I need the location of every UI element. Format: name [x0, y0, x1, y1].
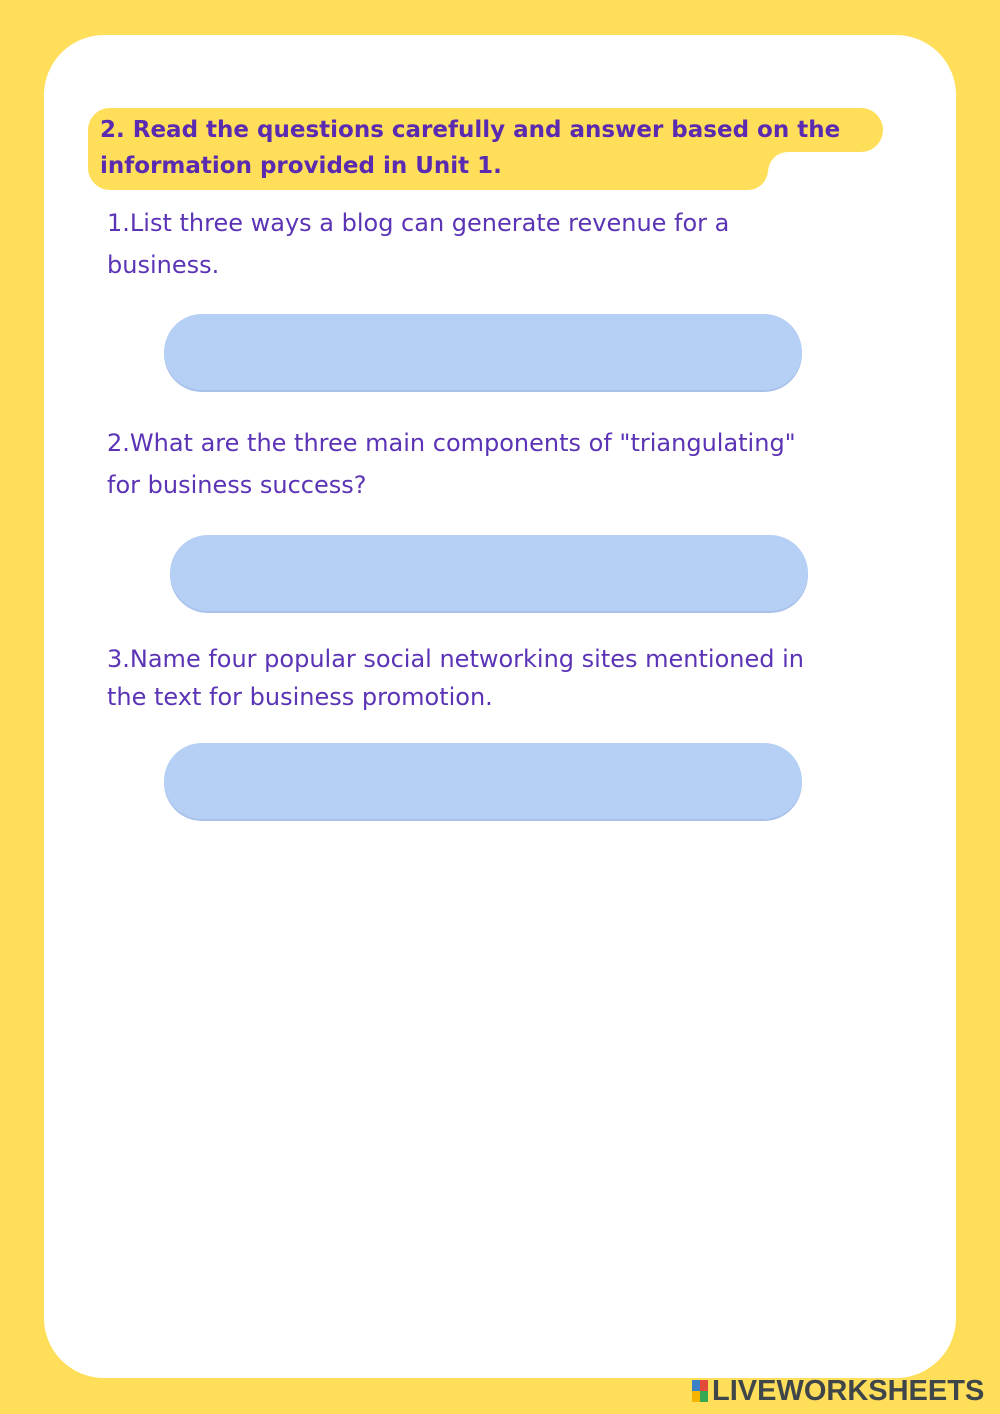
- question-1: 1.List three ways a blog can generate revenue for a business.: [107, 209, 730, 279]
- answer-input-3[interactable]: [164, 743, 802, 819]
- answer-input-2[interactable]: [170, 535, 808, 611]
- logo-icon: [692, 1380, 708, 1402]
- question-3: 3.Name four popular social networking sites mentioned in the text for business promotion.: [107, 645, 804, 711]
- question-2: 2.What are the three main components of "triangulating" for business success?: [107, 429, 796, 499]
- logo-text: LIVEWORKSHEETS: [712, 1374, 985, 1407]
- answer-input-1[interactable]: [164, 314, 802, 390]
- instruction-text: 2. Read the questions carefully and answer based on the information provided in Unit 1.: [100, 117, 841, 179]
- liveworksheets-logo[interactable]: [692, 1376, 984, 1406]
- instruction-banner: [88, 108, 883, 190]
